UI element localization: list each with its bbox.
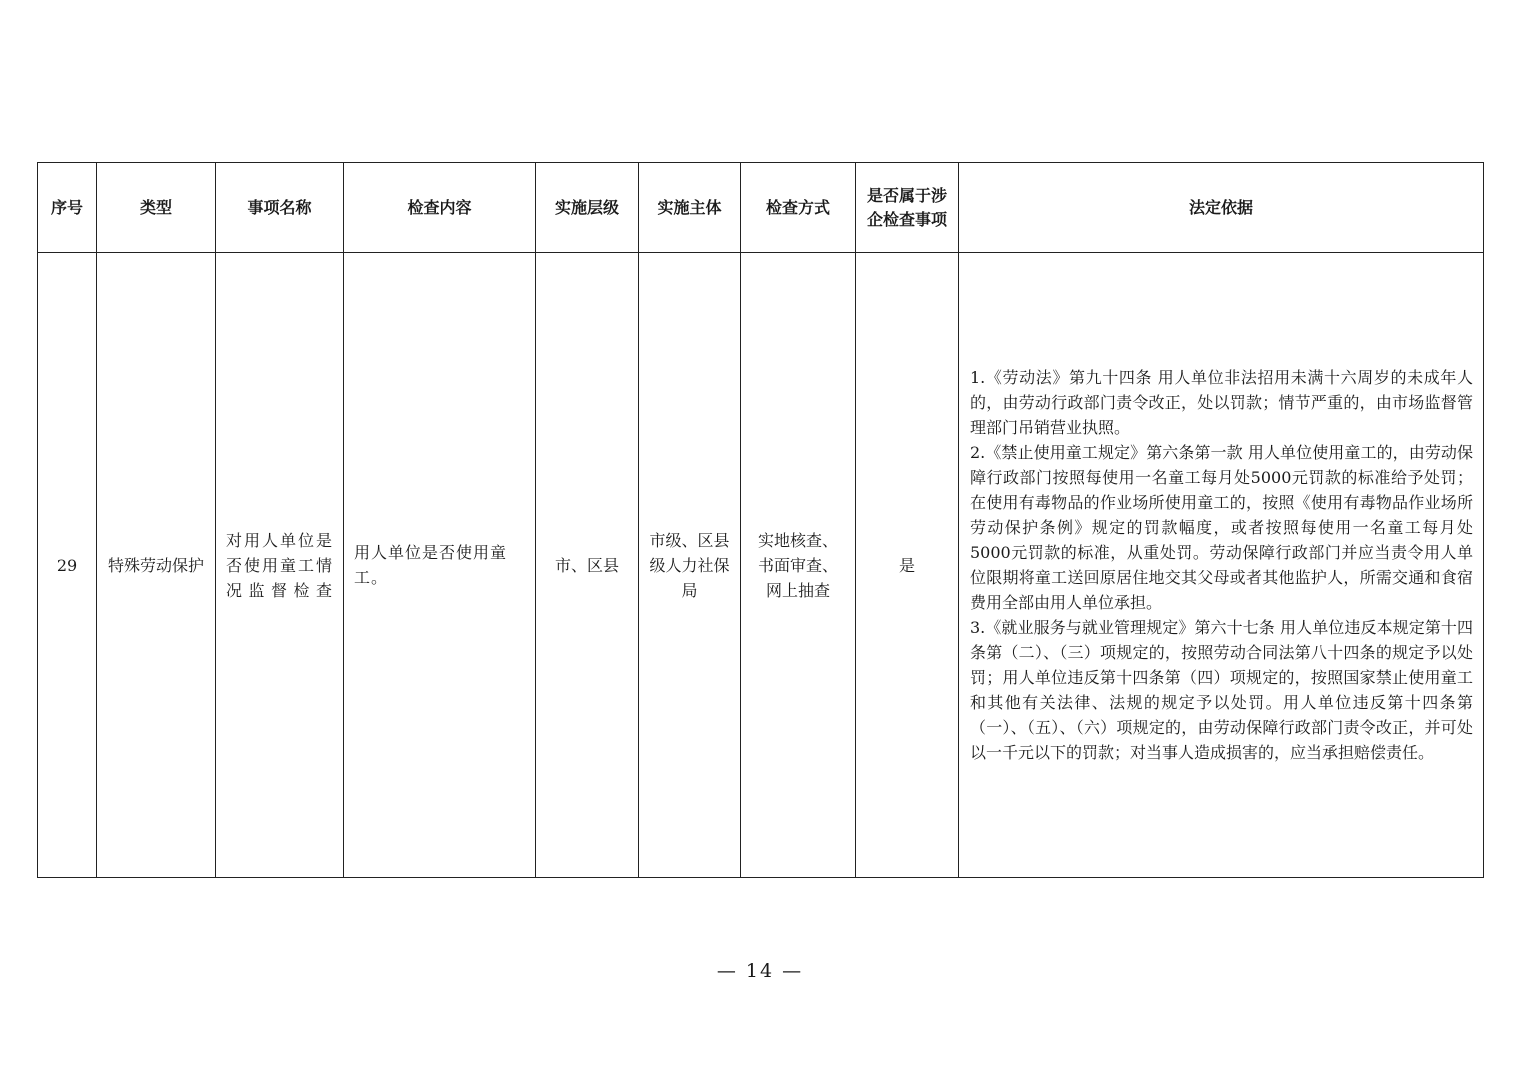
cell-level: 市、区县 (536, 253, 639, 878)
inspection-table (37, 162, 1484, 878)
header-type: 类型 (97, 163, 216, 253)
header-enterprise: 是否属于涉企检查事项 (856, 163, 959, 253)
header-content: 检查内容 (344, 163, 536, 253)
basis-paragraph-2: 2.《禁止使用童工规定》第六条第一款 用人单位使用童工的，由劳动保障行政部门按照每使用一名童工每月处5000元罚款的标准给予处罚；在使用有毒物品的作业场所使用童工的，按照《使用有毒物品作业场所劳动保护条例》规定的罚款幅度，或者按照每使用一名童工每月处5000元罚款的标准，从重处罚。劳动保障行政部门并应当责令用人单位限期将童工送回原居住地交其父母或者其他监护人，所需交通和食宿费用全部由用人单位承担。 (970, 443, 1473, 612)
cell-seq: 29 (38, 253, 97, 878)
cell-type: 特殊劳动保护 (97, 253, 216, 878)
header-level: 实施层级 (536, 163, 639, 253)
basis-paragraph-1: 1.《劳动法》第九十四条 用人单位非法招用未满十六周岁的未成年人的，由劳动行政部门责令改正，处以罚款；情节严重的，由市场监督管理部门吊销营业执照。 (970, 368, 1473, 437)
cell-basis (959, 253, 1484, 878)
header-basis: 法定依据 (959, 163, 1484, 253)
cell-subject: 市级、区县级人力社保局 (639, 253, 741, 878)
header-seq: 序号 (38, 163, 97, 253)
header-subject: 实施主体 (639, 163, 741, 253)
basis-paragraph-3: 3.《就业服务与就业管理规定》第六十七条 用人单位违反本规定第十四条第（二）、（三）项规定的，按照劳动合同法第八十四条的规定予以处罚；用人单位违反第十四条第（四）项规定的，按照国家禁止使用童工和其他有关法律、法规的规定予以处罚。用人单位违反第十四条第（一）、（五）、（六）项规定的，由劳动保障行政部门责令改正，并可处以一千元以下的罚款；对当事人造成损害的，应当承担赔偿责任。 (970, 618, 1473, 762)
cell-method: 实地核查、书面审查、网上抽查 (741, 253, 856, 878)
cell-content: 用人单位是否使用童工。 (344, 253, 536, 878)
table-row (38, 253, 1484, 878)
header-method: 检查方式 (741, 163, 856, 253)
cell-enterprise: 是 (856, 253, 959, 878)
header-item-name: 事项名称 (216, 163, 344, 253)
page-number: — 14 — (716, 960, 804, 982)
header-row (38, 163, 1484, 253)
cell-item-name: 对用人单位是否使用童工情况监督检查 (216, 253, 344, 878)
